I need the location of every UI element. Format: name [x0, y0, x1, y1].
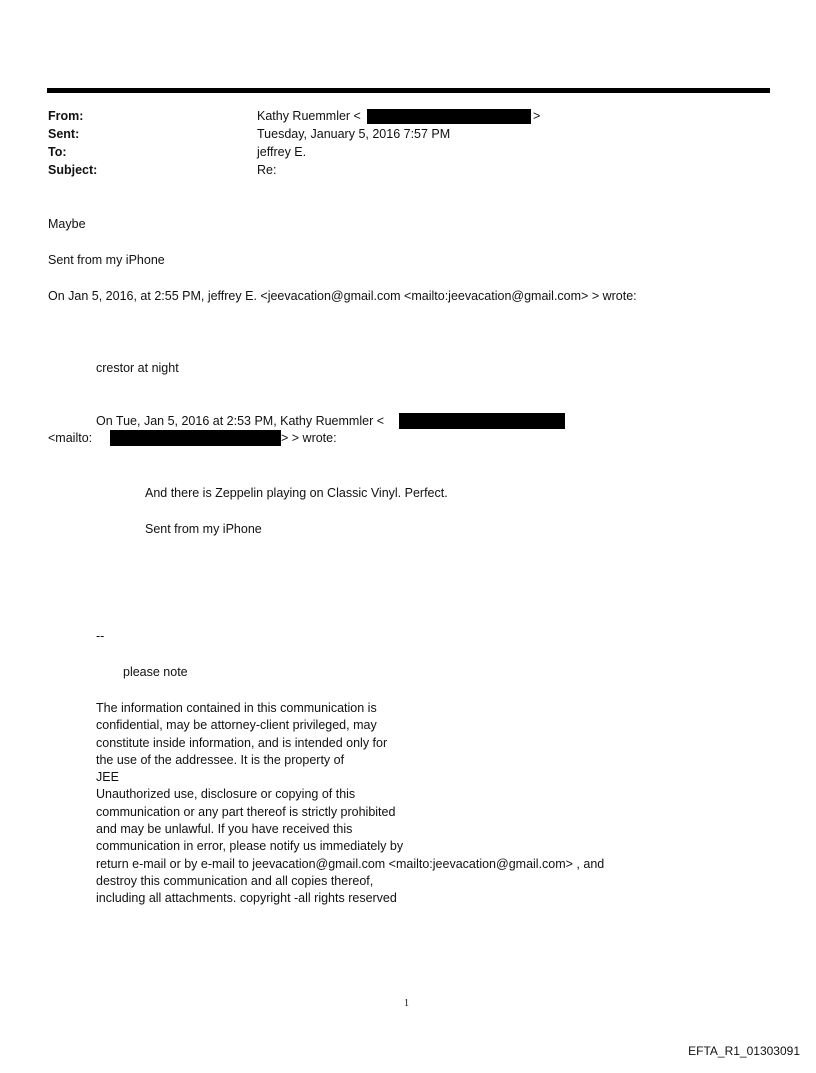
quote2-header-b: <mailto: [48, 431, 93, 445]
redaction-box [367, 109, 531, 124]
from-value: Kathy Ruemmler < [257, 109, 361, 123]
subject-label: Subject: [48, 163, 98, 177]
disclaimer-line: communication in error, please notify us immediately by [96, 839, 404, 854]
disclaimer-line: confidential, may be attorney-client privileged, may [96, 718, 377, 733]
sent-label: Sent: [48, 127, 80, 141]
from-label: From: [48, 109, 84, 123]
page-number: 1 [404, 998, 409, 1009]
to-label: To: [48, 145, 67, 159]
separator: -- [96, 629, 105, 643]
reply-text: Maybe [48, 217, 86, 231]
disclaimer-line: JEE [96, 770, 119, 785]
disclaimer-line: the use of the addressee. It is the property of [96, 752, 345, 767]
disclaimer-line: including all attachments. copyright -all rights reserved [96, 891, 397, 906]
header-rule [47, 88, 770, 93]
disclaimer [96, 700, 604, 908]
quote2-header-c: > > wrote: [281, 431, 337, 445]
sent-value: Tuesday, January 5, 2016 7:57 PM [257, 127, 451, 141]
document-id: EFTA_R1_01303091 [688, 1044, 800, 1058]
redaction-box [399, 413, 565, 429]
disclaimer-line: communication or any part thereof is strictly prohibited [96, 804, 396, 819]
disclaimer-line: and may be unlawful. If you have received this [96, 822, 353, 837]
from-value-end: > [533, 109, 541, 123]
disclaimer-line: Unauthorized use, disclosure or copying of this [96, 787, 356, 802]
subject-value: Re: [257, 163, 277, 177]
quote2-header-a: On Tue, Jan 5, 2016 at 2:53 PM, Kathy Ruemmler < [96, 414, 385, 428]
please-note: please note [123, 665, 188, 679]
redaction-box [110, 430, 281, 446]
disclaimer-line: constitute inside information, and is intended only for [96, 735, 388, 750]
signature: Sent from my iPhone [48, 253, 165, 267]
quote1-text: crestor at night [96, 361, 179, 375]
quote2-signature: Sent from my iPhone [145, 522, 262, 536]
quote2-text: And there is Zeppelin playing on Classic Vinyl. Perfect. [145, 486, 448, 500]
to-value: jeffrey E. [257, 145, 307, 159]
disclaimer-line: The information contained in this communication is [96, 701, 377, 715]
quote1-header: On Jan 5, 2016, at 2:55 PM, jeffrey E. <jeevacation@gmail.com <mailto:jeevacation@gmail.com> > wrote: [48, 289, 637, 303]
disclaimer-line: destroy this communication and all copies thereof, [96, 873, 374, 888]
disclaimer-line: return e-mail or by e-mail to jeevacation@gmail.com <mailto:jeevacation@gmail.com> , and [96, 856, 605, 871]
